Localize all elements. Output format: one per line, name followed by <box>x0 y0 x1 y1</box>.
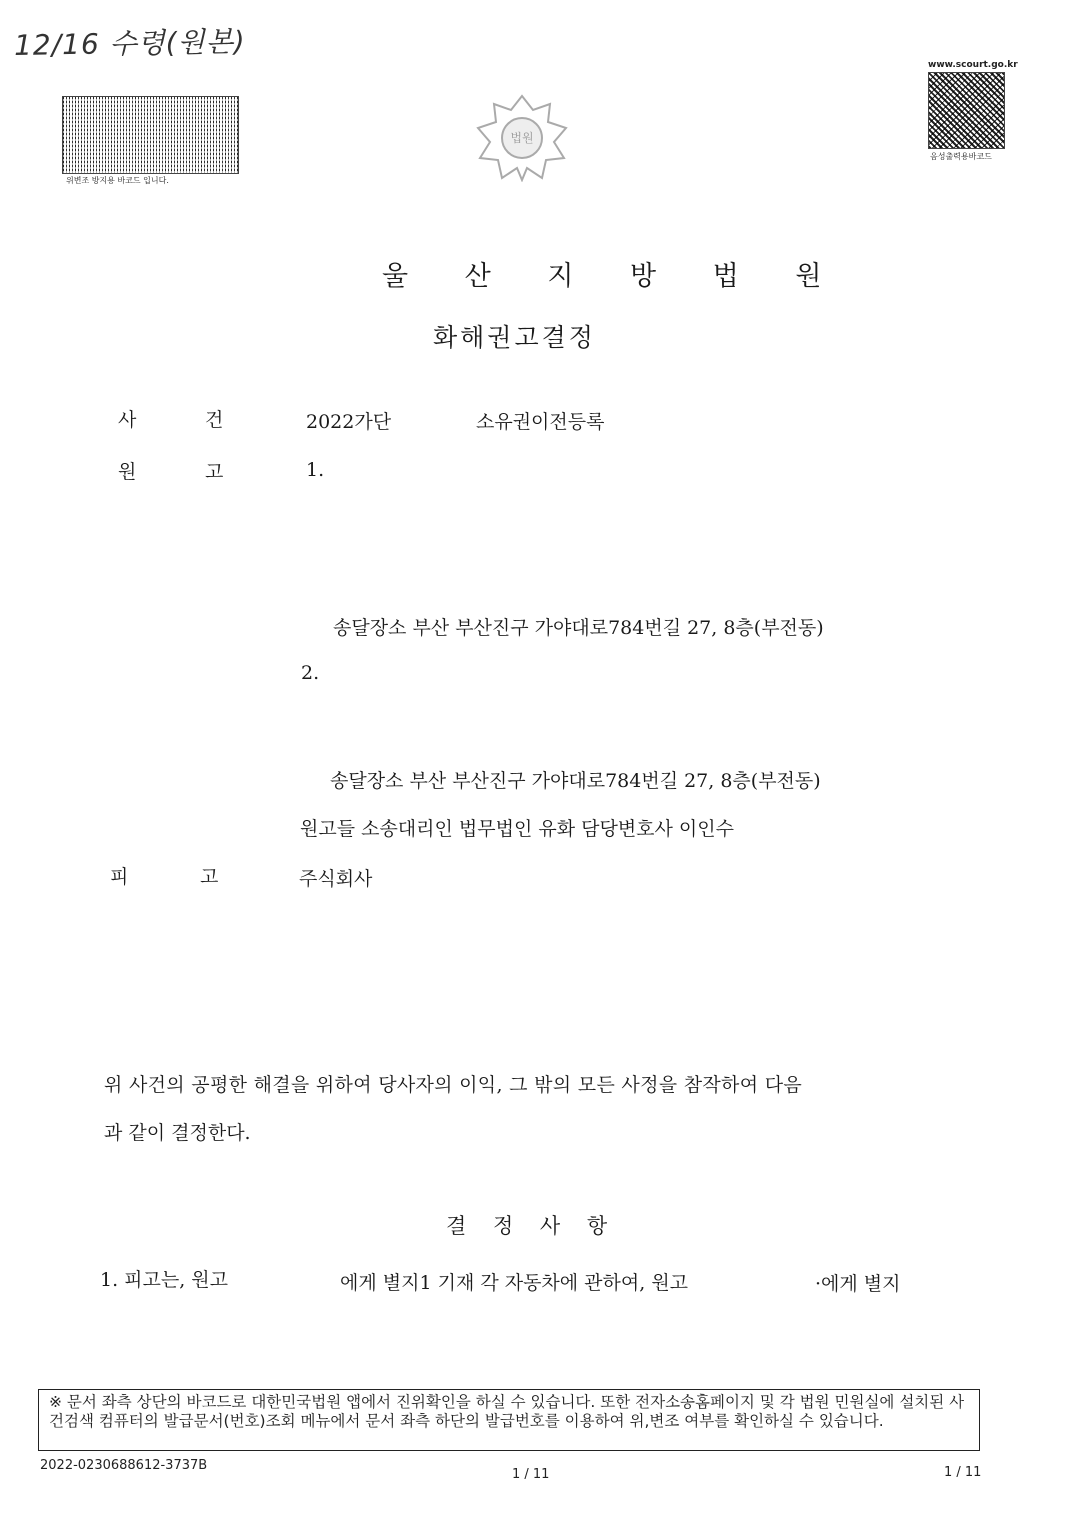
plaintiff-2-address: 송달장소 부산 부산진구 가야대로784번길 27, 8층(부전동) <box>330 770 821 792</box>
decision-item-1-part-1: 1. 피고는, 원고 <box>100 1269 229 1291</box>
plaintiff-agent: 원고들 소송대리인 법무법인 유화 담당변호사 이인수 <box>300 818 734 840</box>
plaintiff-2-number: 2. <box>301 662 320 684</box>
defendant-label-b: 고 <box>200 866 219 888</box>
case-label-a: 사 <box>118 409 137 431</box>
anti-forgery-barcode <box>62 96 239 174</box>
decision-item-1-part-2: 에게 별지1 기재 각 자동차에 관하여, 원고 <box>340 1272 689 1294</box>
barcode-caption-right: 음성출력용바코드 <box>930 152 992 161</box>
defendant-label-a: 피 <box>110 866 129 888</box>
case-name: 소유권이전등록 <box>476 411 605 433</box>
plaintiff-1-address: 송달장소 부산 부산진구 가야대로784번길 27, 8층(부전동) <box>333 617 824 639</box>
barcode-caption-left: 위변조 방지용 바코드 입니다. <box>66 176 169 185</box>
case-label-b: 건 <box>205 409 224 431</box>
emblem-label: 법원 <box>510 131 534 145</box>
site-url: www.scourt.go.kr <box>928 60 1018 70</box>
plaintiff-label-b: 고 <box>205 461 224 483</box>
court-name: 울 산 지 방 법 원 <box>382 261 846 292</box>
document-title: 화해권고결정 <box>433 323 596 352</box>
court-emblem-icon <box>472 92 572 182</box>
handwritten-note: 12/16 수령(원본) <box>13 24 246 63</box>
intro-line-2: 과 같이 결정한다. <box>104 1122 251 1144</box>
intro-line-1: 위 사건의 공평한 해결을 위하여 당사자의 이익, 그 밖의 모든 사정을 참작하여 다음 <box>104 1074 802 1096</box>
page-number-center: 1 / 11 <box>512 1467 550 1482</box>
issue-number: 2022-0230688612-3737B <box>40 1458 208 1473</box>
page-number-right: 1 / 11 <box>944 1465 982 1480</box>
case-number: 2022가단 <box>306 411 392 433</box>
voice-output-barcode <box>928 72 1005 149</box>
plaintiff-1-number: 1. <box>306 459 325 481</box>
authenticity-notice: ※ 문서 좌측 상단의 바코드로 대한민국법원 앱에서 진위확인을 하실 수 있습니다. 또한 전자소송홈페이지 및 각 법원 민원실에 설치된 사건검색 컴퓨터의 발급문서(번호)조회 메뉴에서 문서 좌측 하단의 발급번호를 이용하여 위,변조 여부를 확인하실 수 있습니다. <box>38 1389 980 1451</box>
plaintiff-label-a: 원 <box>118 461 137 483</box>
defendant-name: 주식회사 <box>299 868 373 890</box>
decision-heading: 결 정 사 항 <box>446 1214 618 1238</box>
decision-item-1-part-3: ·에게 별지 <box>815 1273 901 1295</box>
